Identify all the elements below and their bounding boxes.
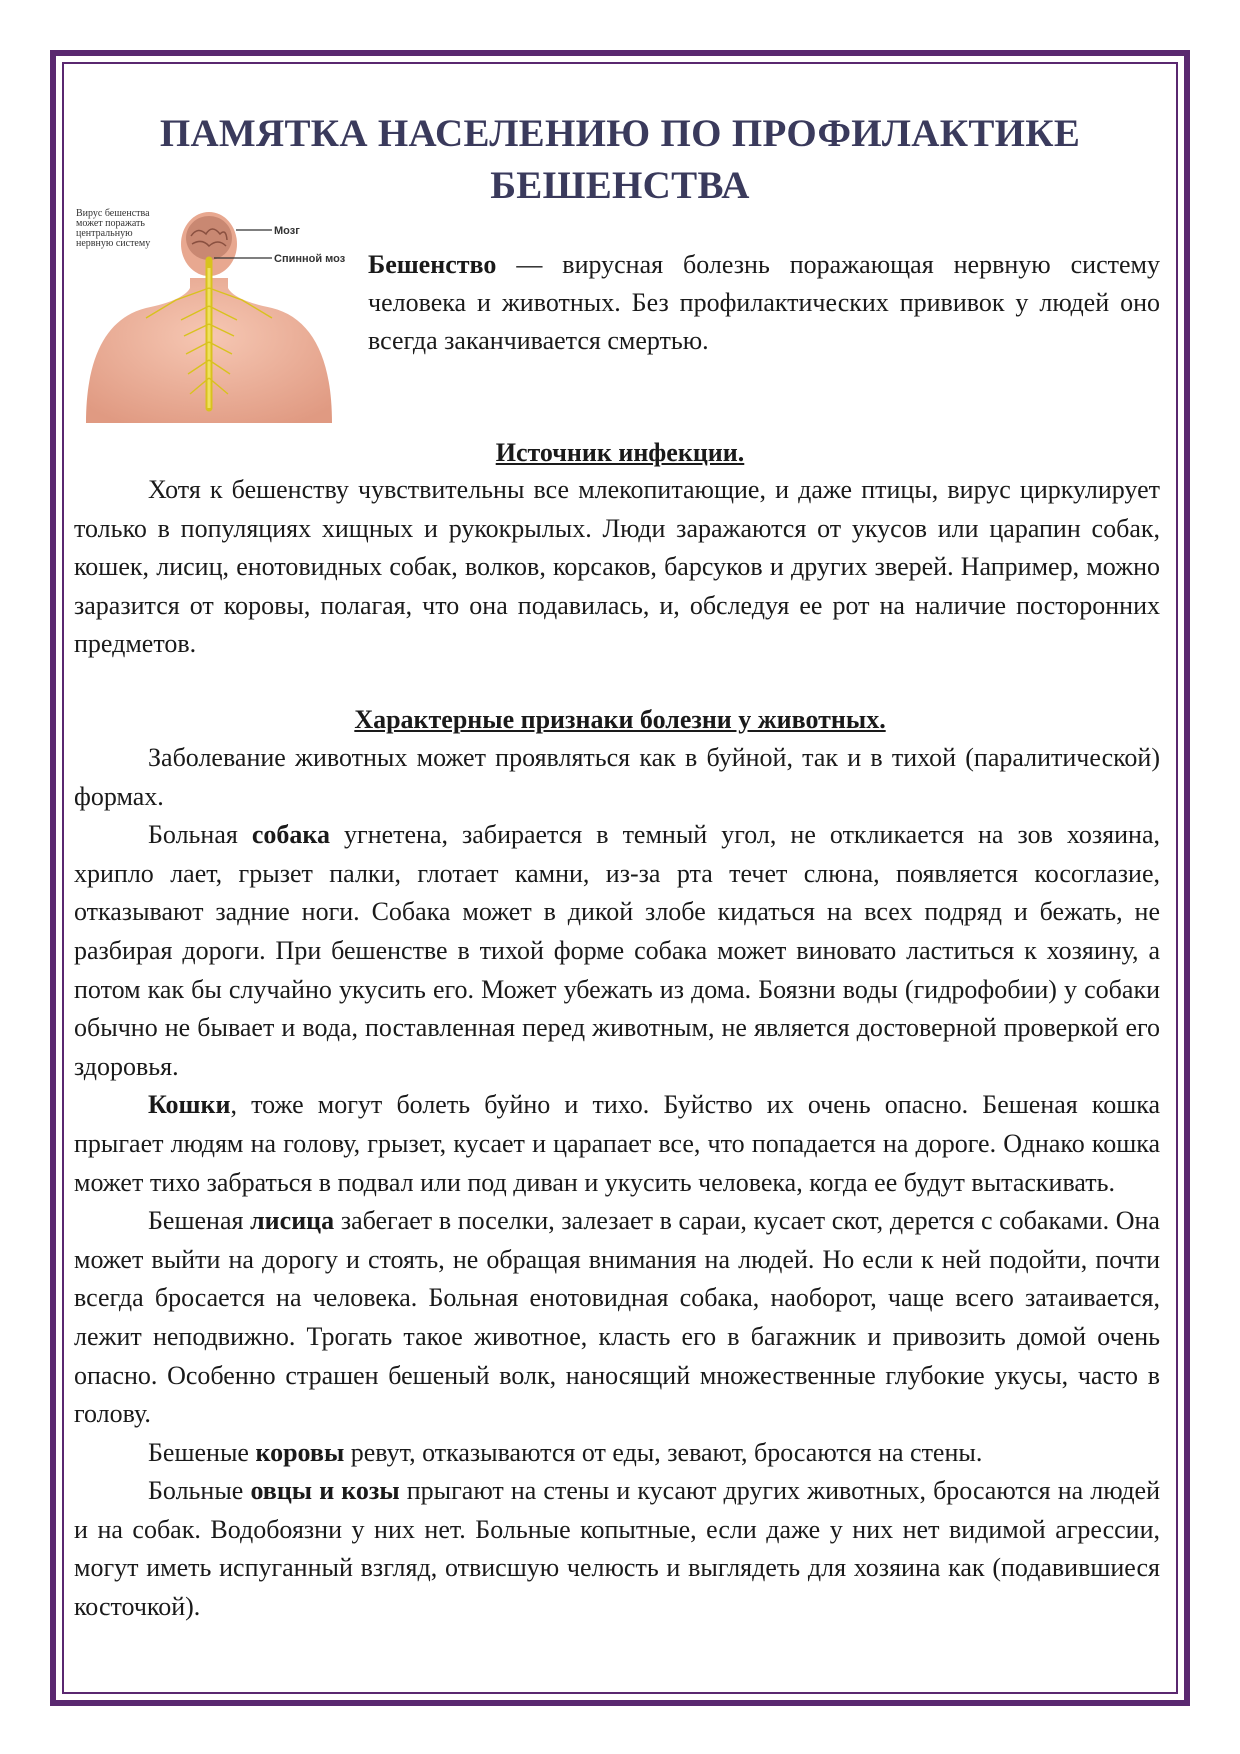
page-title xyxy=(70,108,1170,212)
section-animal-signs xyxy=(74,739,1160,1627)
title-line-1: ПАМЯТКА НАСЕЛЕНИЮ ПО ПРОФИЛАКТИКЕ xyxy=(159,112,1081,155)
signs-paragraph-cats xyxy=(74,1086,1160,1202)
dog-text: угнетена, забирается в темный угол, не откликается на зов хозяина, хрипло лает, грызет палки, глотает камни, из-за рта течет слюна, появляется косоглазие, отказывают задние ноги. Собака может в дикой злобе кидаться на всех подряд и бежать, не разбирая дороги. При бешенстве в тихой форме собака может виновато ластиться к хозяину, а потом как бы случайно укусить его. Может убежать из дома. Боязни воды (гидрофобии) у собаки обычно не бывает и вода, поставленная перед животным, не является достоверной проверкой его здоровья. xyxy=(74,820,1160,1081)
sheep-pre: Больные xyxy=(148,1476,251,1506)
label-spinal-cord: Спинной мозг xyxy=(274,253,346,265)
intro-term: Бешенство xyxy=(368,250,497,279)
caption-line-4: нервную систему xyxy=(76,238,151,249)
title-line-2: БЕШЕНСТВА xyxy=(490,164,750,207)
cows-term: коровы xyxy=(255,1437,345,1467)
sheep-goats-term: овцы и козы xyxy=(250,1476,400,1506)
fox-text: забегает в поселки, залезает в сараи, кусает скот, дерется с собаками. Она может выйти на дорогу и стоять, не обращая внимания на людей. Но если к ней подойти, почти всегда бросается на человека. Больная енотовидная собака, наоборот, чаще всего затаивается, лежит неподвижно. Трогать такое животное, класть его в багажник и привозить домой очень опасно. Особенно страшен бешеный волк, наносящий множественные глубокие укусы, часто в голову. xyxy=(74,1206,1160,1429)
dog-pre: Больная xyxy=(148,820,252,850)
signs-paragraph-fox xyxy=(74,1202,1160,1434)
cows-text: ревут, отказываются от еды, зевают, бросаются на стены. xyxy=(344,1437,983,1467)
intro-text: — вирусная болезнь поражающая нервную систему человека и животных. Без профилактических прививок у людей оно всегда заканчивается смертью. xyxy=(368,250,1160,355)
spine-illustration xyxy=(76,208,346,423)
sheep-goats-text: прыгают на стены и кусают других животных, бросаются на людей и на собак. Водобоязни у них нет. Больные копытные, если даже у них нет видимой агрессии, могут иметь испуганный взгляд, отвисшую челюсть и выглядеть для хозяина как (подавившиеся косточкой). xyxy=(74,1476,1161,1622)
intro-paragraph xyxy=(368,246,1160,360)
label-brain: Мозг xyxy=(274,225,300,237)
signs-paragraph-cows xyxy=(74,1434,1160,1473)
signs-paragraph-dog xyxy=(74,816,1160,1086)
dog-term: собака xyxy=(251,820,330,850)
cows-pre: Бешеные xyxy=(148,1437,256,1467)
caption-line-2: может поражать xyxy=(76,218,145,229)
signs-paragraph-sheep-goats xyxy=(74,1472,1160,1626)
fox-pre: Бешеная xyxy=(148,1206,251,1236)
infection-source-paragraph: Хотя к бешенству чувствительны все млекопитающие, и даже птицы, вирус циркулирует только в популяциях хищных и рукокрылых. Люди заражаются от укусов или царапин собак, кошек, лисиц, енотовидных собак, волков, корсаков, барсуков и других зверей. Например, можно заразится от коровы, полагая, что она подавилась, и, обследуя ее рот на наличие посторонних предметов. xyxy=(74,475,1160,659)
heading-infection-source: Источник инфекции. xyxy=(495,438,745,467)
heading-animal-signs: Характерные признаки болезни у животных. xyxy=(354,705,886,734)
caption-line-3: центральную xyxy=(76,228,133,239)
human-back-image xyxy=(76,208,346,423)
caption-line-1: Вирус бешенства xyxy=(76,208,150,219)
section-infection-source xyxy=(74,471,1160,664)
cats-text: , тоже могут болеть буйно и тихо. Буйство их очень опасно. Бешеная кошка прыгает людям на голову, грызет, кусает и царапает все, что попадается на дороге. Однако кошка может тихо забраться в подвал или под диван и укусить человека, когда ее будут вытаскивать. xyxy=(74,1090,1160,1197)
signs-paragraph-forms: Заболевание животных может проявляться как в буйной, так и в тихой (паралитической) формах. xyxy=(74,743,1160,811)
fox-term: лисица xyxy=(250,1206,335,1236)
cats-term: Кошки xyxy=(148,1090,231,1120)
